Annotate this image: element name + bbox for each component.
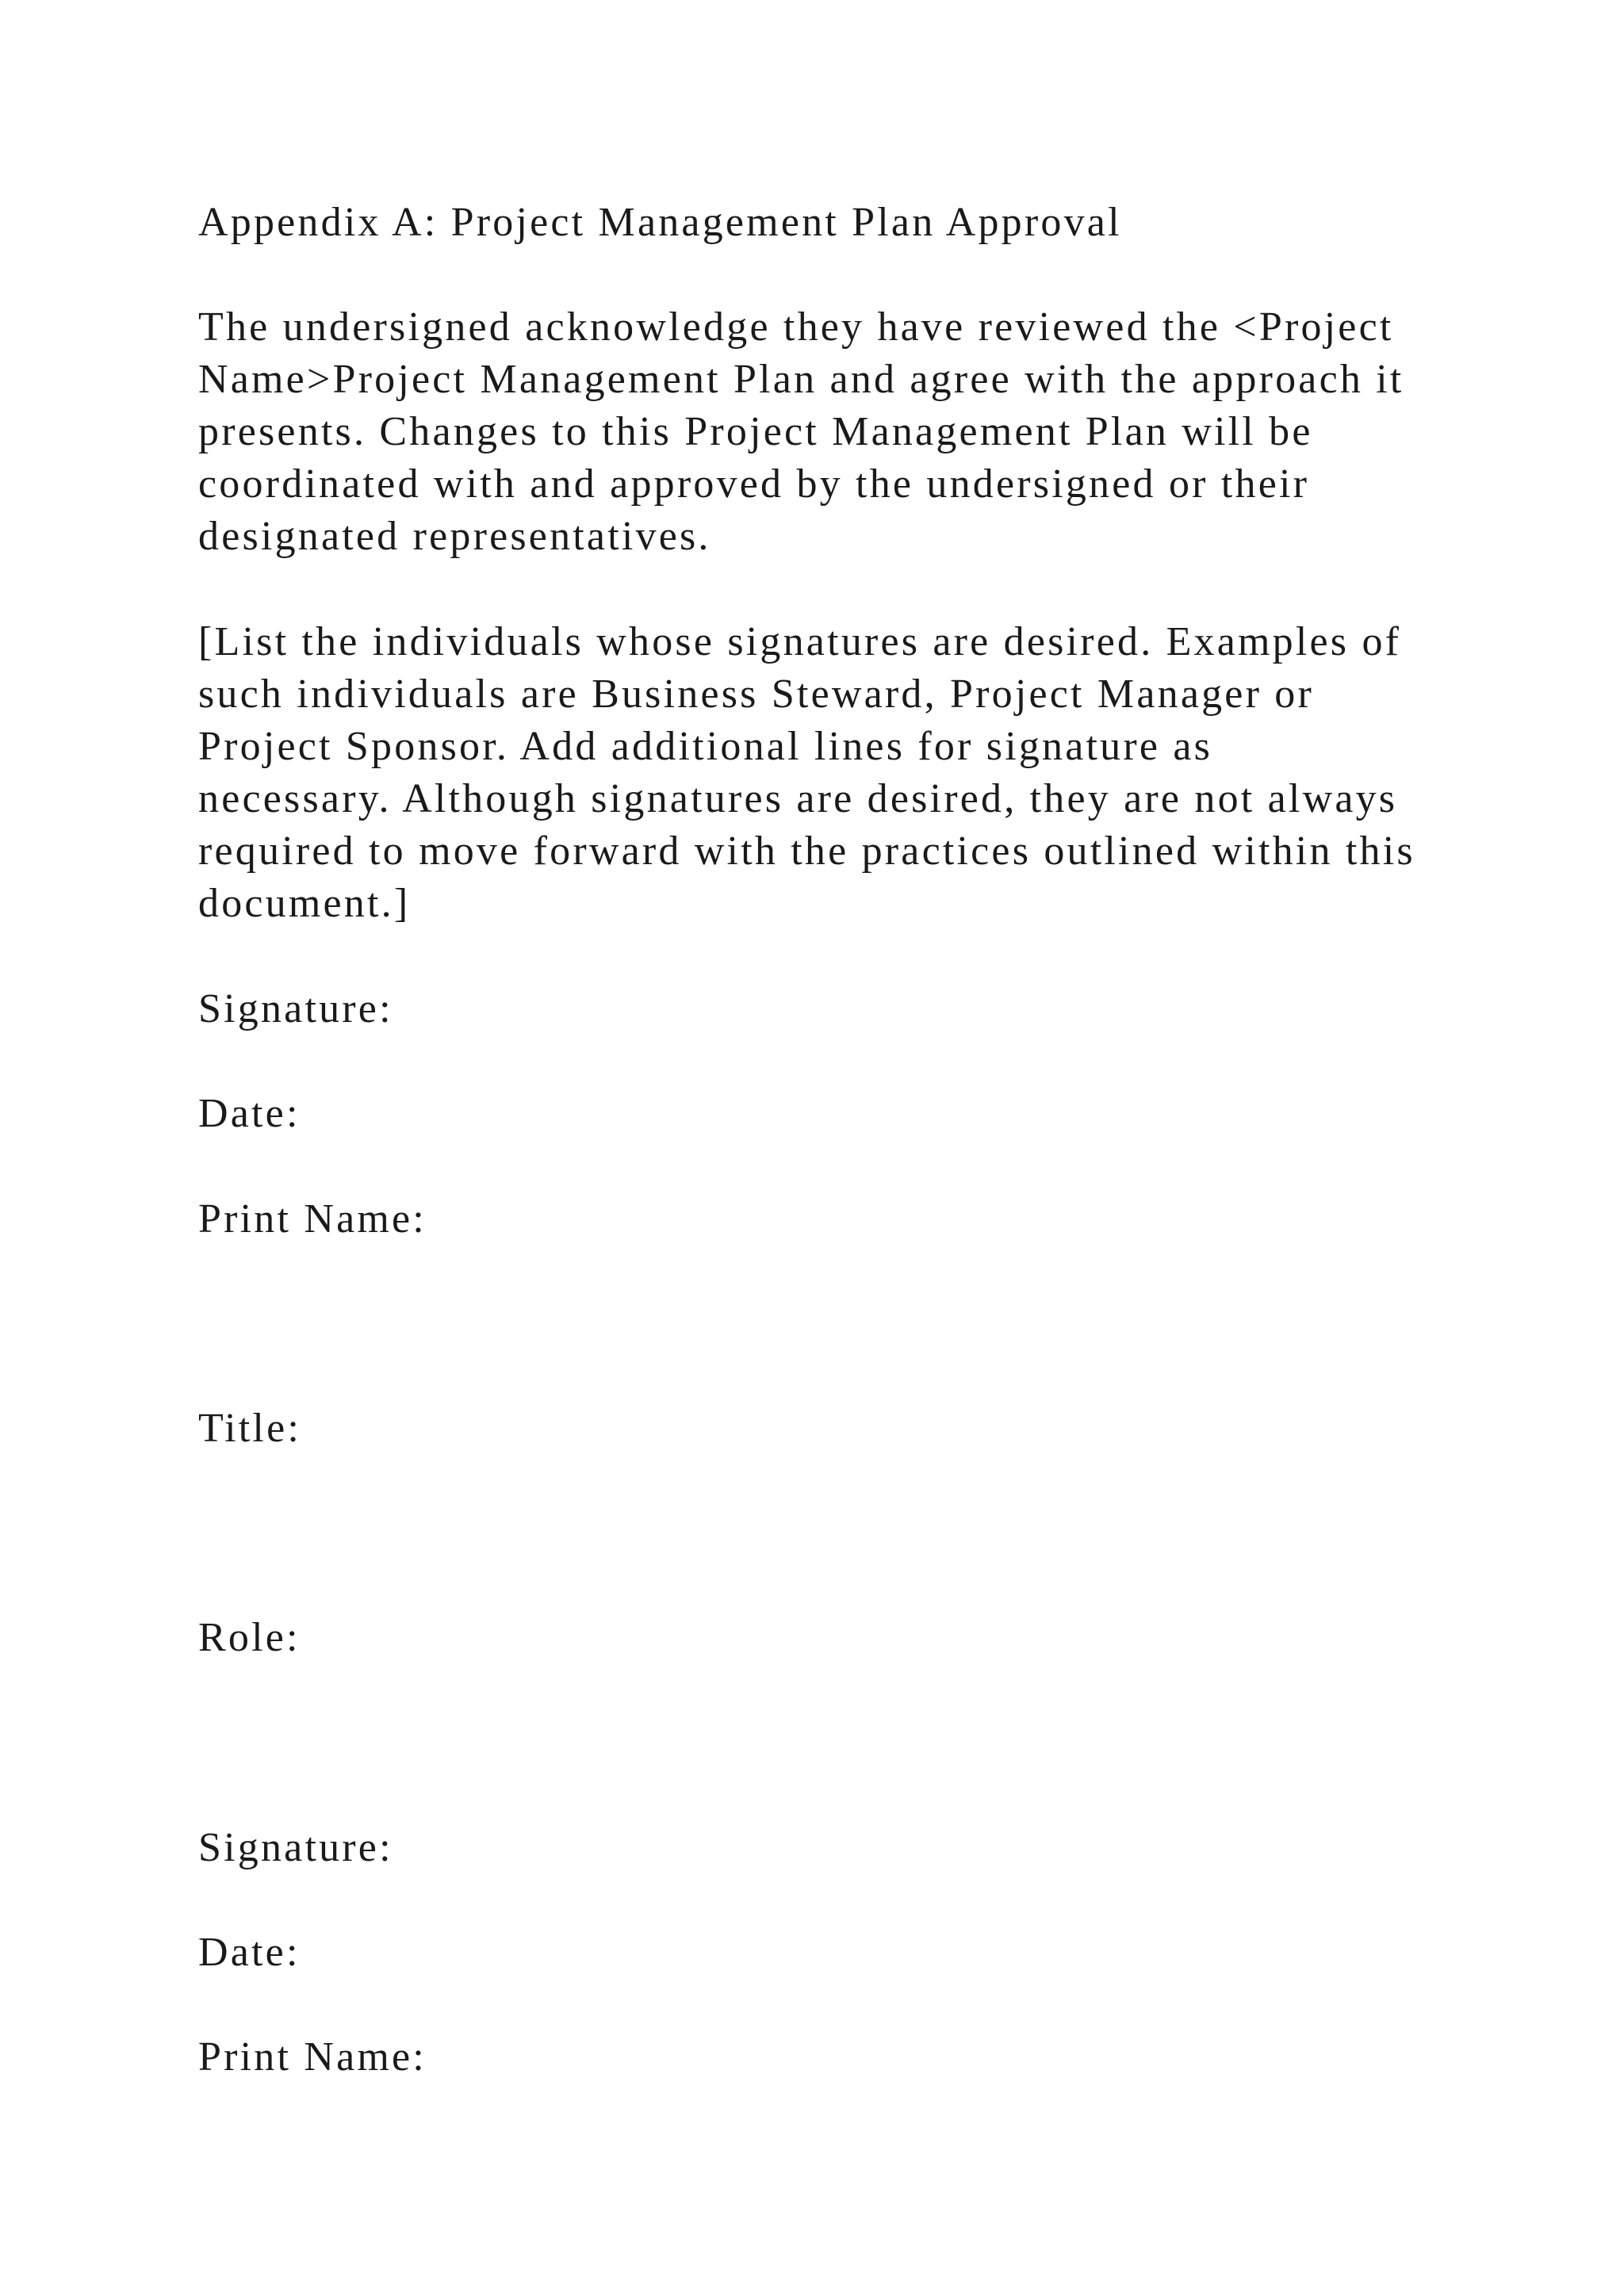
instruction-line: such individuals are Business Steward, Project Manager or bbox=[198, 672, 1315, 717]
intro-line: Name>Project Management Plan and agree with the approach it bbox=[198, 357, 1404, 402]
instruction-paragraph bbox=[198, 616, 1415, 930]
instruction-line: Project Sponsor. Add additional lines for signature as bbox=[198, 724, 1213, 769]
print-name-label: Print Name: bbox=[198, 1196, 427, 1242]
title-label: Title: bbox=[198, 1406, 302, 1451]
signature-label: Signature: bbox=[198, 1825, 393, 1870]
instruction-line: required to move forward with the practices outlined within this bbox=[198, 828, 1415, 874]
intro-line: presents. Changes to this Project Management Plan will be bbox=[198, 409, 1313, 454]
instruction-line: [List the individuals whose signatures are desired. Examples of bbox=[198, 619, 1402, 664]
instruction-line: necessary. Although signatures are desired, they are not always bbox=[198, 776, 1398, 821]
signature-label: Signature: bbox=[198, 986, 393, 1031]
print-name-label: Print Name: bbox=[198, 2034, 427, 2080]
role-label: Role: bbox=[198, 1615, 301, 1660]
intro-line: The undersigned acknowledge they have reviewed the <Project bbox=[198, 304, 1394, 350]
date-label: Date: bbox=[198, 1091, 301, 1136]
intro-line: designated representatives. bbox=[198, 514, 711, 559]
appendix-heading: Appendix A: Project Management Plan Approval bbox=[198, 200, 1122, 245]
date-label: Date: bbox=[198, 1930, 301, 1975]
intro-paragraph bbox=[198, 301, 1404, 563]
instruction-line: document.] bbox=[198, 881, 411, 926]
intro-line: coordinated with and approved by the undersigned or their bbox=[198, 461, 1310, 507]
